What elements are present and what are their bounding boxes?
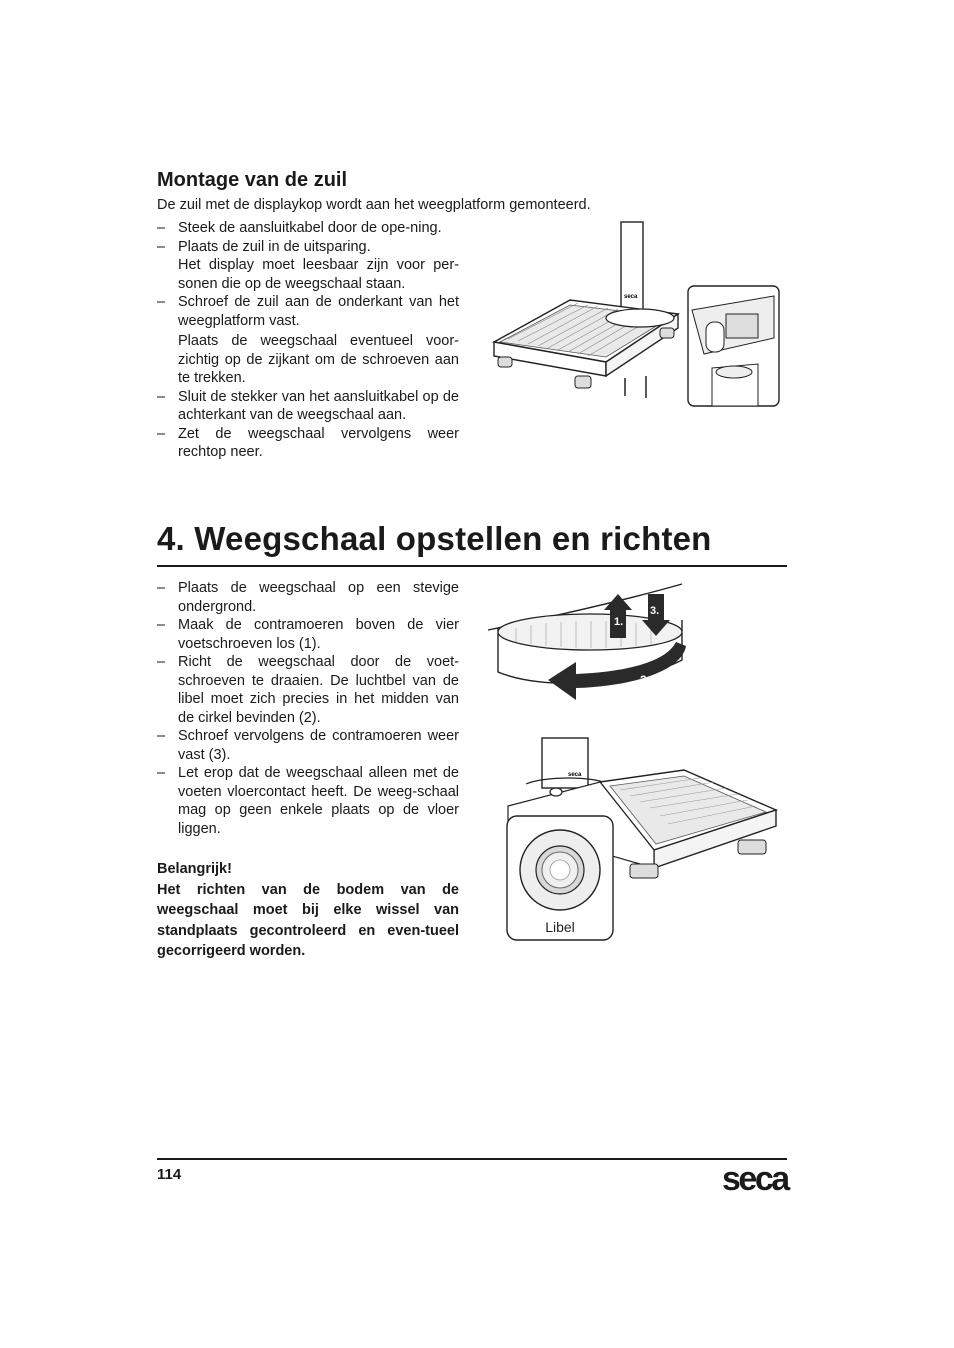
mount-steps [157,219,459,462]
mount-step-3: – Schroef de zuil aan de onderkant van het weegplatform vast. Plaats de weegschaal eventueel voor-zichtig op de zijkant om de schroeven aan te trekken. [157,293,459,388]
step-label-1: 1. [614,616,624,628]
column-brand: seca [624,294,638,300]
level-step-3: – Richt de weegschaal door de voet-schroeven te draaien. De luchtbel van de libel moet zich precies in het midden van de cirkel bevinden (2). [157,653,459,727]
figure-column-mount [488,218,784,412]
bubble-label: Libel [545,919,575,935]
section-heading-level: 4. Weegschaal opstellen en richten [157,520,712,557]
note-text: Het richten van de bodem van de weegschaal moet bij elke wissel van standplaats gecontroleerd en even-tueel gecorrigeerd worden. [157,881,459,959]
level-step-list [157,579,459,838]
level-step-5: – Let erop dat de weegschaal alleen met de voeten vloercontact heeft. De weeg-schaal mag op geen enkele plaats op de vloer liggen. [157,764,459,838]
heading-rule [157,565,787,567]
step-label-3: 3. [650,605,660,617]
figure-spirit-level [504,736,786,944]
mount-step-list [157,219,459,462]
footer-rule [157,1158,787,1160]
mount-step-4: – Sluit de stekker van het aansluitkabel op de achterkant van de weegschaal aan. [157,388,459,425]
note-title: Belangrijk! [157,861,232,877]
important-note [157,859,459,962]
level-steps [157,579,459,838]
page-number: 114 [157,1166,182,1183]
brand-logo: seca [722,1160,788,1198]
section-intro: De zuil met de displaykop wordt aan het weegplatform gemonteerd. [157,197,591,213]
mount-step-1: – Steek de aansluitkabel door de ope-ning. [157,219,459,238]
mount-step-2-detail: Het display moet leesbaar zijn voor per-sonen die op de weegschaal staan. [178,257,459,292]
air-bubble-icon [550,860,570,880]
mount-step-5: – Zet de weegschaal vervolgens weer rechtop neer. [157,425,459,462]
mount-step-3-detail: Plaats de weegschaal eventueel voor-zichtig op de zijkant om de schroeven aan te trekken. [178,333,459,386]
mount-step-2: – Plaats de zuil in de uitsparing. Het display moet leesbaar zijn voor per-sonen die op de weegschaal staan. [157,238,459,294]
section-heading-mount: Montage van de zuil [157,169,348,191]
level-step-2: – Maak de contramoeren boven de vier voetschroeven los (1). [157,616,459,653]
column-brand-2: seca [568,772,582,778]
level-step-4: – Schroef vervolgens de contramoeren weer vast (3). [157,727,459,764]
figure-foot-adjust [486,580,690,710]
level-step-1: – Plaats de weegschaal op een stevige ondergrond. [157,579,459,616]
step-label-2: 2. [640,673,651,687]
